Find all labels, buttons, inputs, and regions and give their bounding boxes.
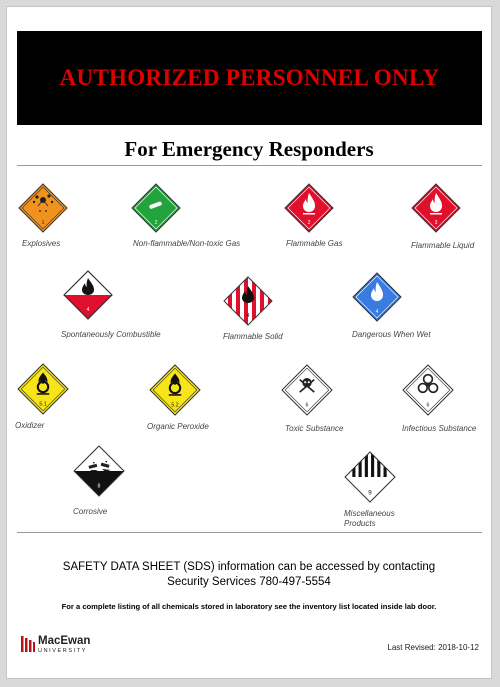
placard-label: Corrosive <box>73 507 108 516</box>
placard-label: Spontaneously Combustible <box>61 330 161 339</box>
placard-label: Flammable Liquid <box>411 241 475 250</box>
gas-cylinder-icon <box>131 183 181 233</box>
sds-notice <box>7 560 491 590</box>
corrosion-icon <box>73 445 125 497</box>
flame-icon <box>411 183 461 233</box>
logo-subtitle: UNIVERSITY <box>38 648 88 654</box>
flame-icon <box>352 272 402 322</box>
page-title: AUTHORIZED PERSONNEL ONLY <box>59 65 440 90</box>
subtitle: For Emergency Responders <box>124 137 374 161</box>
logo-name: MacEwan <box>38 635 91 647</box>
svg-text:2: 2 <box>154 220 158 226</box>
placard-label: Oxidizer <box>15 421 45 430</box>
skull-crossbones-icon <box>281 364 333 416</box>
explosion-icon <box>18 183 68 233</box>
stripes-icon <box>344 451 396 503</box>
sign-sheet <box>6 6 492 679</box>
flame-icon <box>223 276 273 326</box>
title-banner <box>17 31 482 125</box>
svg-text:3: 3 <box>434 220 438 226</box>
placard-label: Infectious Substance <box>402 424 477 433</box>
svg-text:6: 6 <box>305 402 309 409</box>
placard-label: Dangerous When Wet <box>352 330 431 339</box>
svg-text:9: 9 <box>368 489 372 497</box>
placard-label: Explosives <box>22 239 61 248</box>
university-logo <box>20 634 91 659</box>
svg-text:5.2: 5.2 <box>171 402 179 409</box>
placard-label: Toxic Substance <box>285 424 344 433</box>
bottom-divider <box>17 532 482 533</box>
last-revised: Last Revised: 2018-10-12 <box>387 643 479 652</box>
top-divider <box>17 165 482 166</box>
svg-text:6: 6 <box>426 402 430 409</box>
svg-text:4: 4 <box>246 313 250 319</box>
placard-label: Flammable Gas <box>286 239 343 248</box>
sds-line-2: Security Services 780-497-5554 <box>167 576 331 588</box>
svg-text:4: 4 <box>375 309 379 315</box>
flame-icon <box>284 183 334 233</box>
svg-text:1: 1 <box>41 220 45 226</box>
inventory-note: For a complete listing of all chemicals stored in laboratory see the inventory list located inside lab door. <box>61 602 437 611</box>
placard-label: Non-flammable/Non-toxic Gas <box>133 239 241 248</box>
svg-text:4: 4 <box>86 307 90 313</box>
svg-text:2: 2 <box>307 220 311 226</box>
placard-label: Flammable Solid <box>223 332 283 341</box>
placard-label: Miscellaneous Products <box>344 509 395 528</box>
placard-label: Organic Peroxide <box>147 422 209 431</box>
sds-line-1: SAFETY DATA SHEET (SDS) information can be accessed by contacting <box>62 561 436 573</box>
svg-text:5.1: 5.1 <box>39 401 47 408</box>
flame-over-circle-icon <box>149 364 201 416</box>
flame-over-circle-icon <box>17 363 69 415</box>
flame-icon <box>63 270 113 320</box>
macewan-logo-icon <box>20 634 36 654</box>
svg-text:8: 8 <box>97 483 101 490</box>
biohazard-icon <box>402 364 454 416</box>
